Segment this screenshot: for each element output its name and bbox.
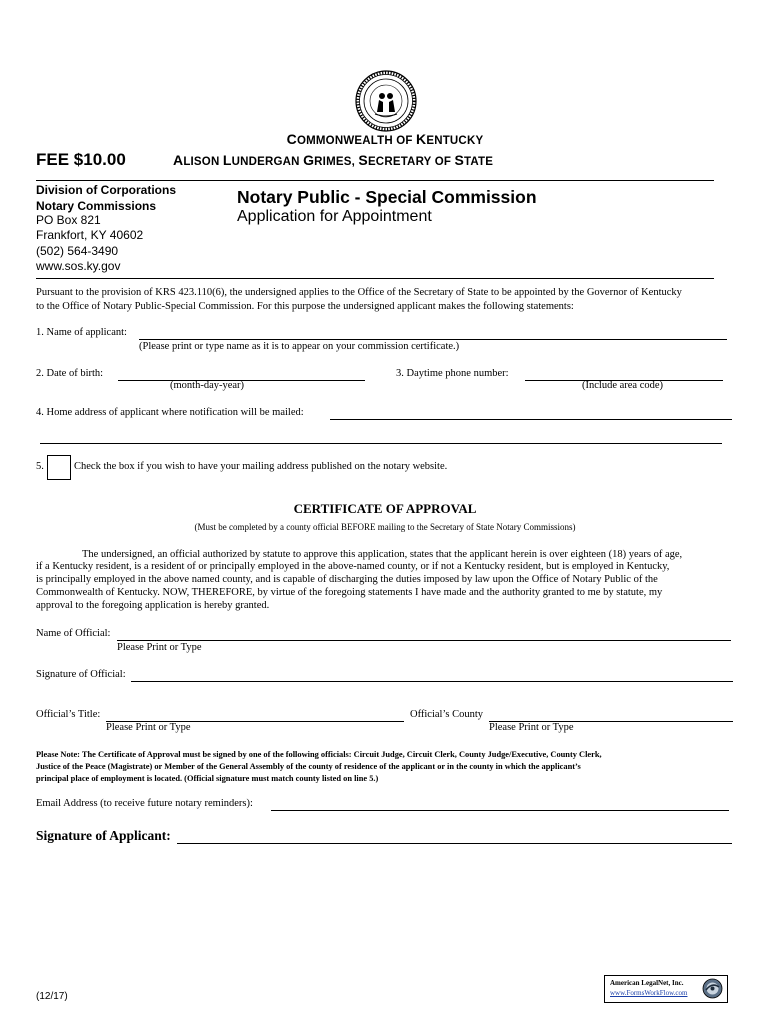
vendor-badge bbox=[604, 975, 728, 1003]
note-line-1: Please Note: The Certificate of Approval must be signed by one of the following officials: Circuit Judge, Circuit Clerk, County Judge/Executive, County Clerk, bbox=[36, 750, 602, 759]
vendor-name: American LegalNet, Inc. bbox=[610, 979, 684, 987]
address-label: 4. Home address of applicant where notification will be mailed: bbox=[36, 407, 304, 418]
dob-hint: (month-day-year) bbox=[170, 380, 245, 391]
applicant-name-label: 1. Name of applicant: bbox=[36, 327, 127, 338]
state-name-cap-1: C bbox=[286, 131, 297, 147]
address-field-line-2[interactable] bbox=[40, 432, 722, 444]
certificate-para-line-3: is principally employed in the above named county, and is capable of discharging the duties imposed by law upon the Office of Notary Public of the bbox=[36, 574, 658, 585]
secretary-cap-5: S bbox=[454, 152, 465, 168]
office-section: Notary Commissions bbox=[36, 199, 157, 213]
certificate-para-line-1: The undersigned, an official authorized by statute to approve this application, states that the applicant herein is over eighteen (18) years of age, bbox=[82, 549, 683, 560]
state-name-part-1: OMMONWEALTH OF bbox=[296, 135, 417, 147]
secretary-cap-4: S bbox=[358, 152, 368, 168]
official-title-field[interactable] bbox=[106, 710, 404, 722]
revision-date: (12/17) bbox=[36, 991, 68, 1002]
certificate-subheading: (Must be completed by a county official BEFORE mailing to the Secretary of State Notary Commissions) bbox=[194, 522, 576, 532]
official-county-field[interactable] bbox=[489, 710, 733, 722]
form-subtitle: Application for Appointment bbox=[237, 208, 432, 225]
publish-address-checkbox[interactable] bbox=[47, 455, 71, 480]
applicant-name-field[interactable] bbox=[139, 328, 727, 340]
certificate-para-line-4: Commonwealth of Kentucky. NOW, THEREFORE, by virtue of the foregoing statements I have made and the authority granted to me by statute, my bbox=[36, 587, 663, 598]
form-title: Notary Public - Special Commission bbox=[237, 187, 537, 207]
certificate-heading: CERTIFICATE OF APPROVAL bbox=[293, 501, 477, 516]
secretary-part-2: UNDERGAN bbox=[231, 156, 304, 168]
kentucky-seal-icon bbox=[355, 70, 417, 132]
secretary-cap-3: G bbox=[303, 152, 315, 168]
secretary-name bbox=[173, 152, 493, 170]
item-5-number: 5. bbox=[36, 461, 44, 472]
intro-line-1: Pursuant to the provision of KRS 423.110(6), the undersigned applies to the Office of the Secretary of State to be appointed by the Governor of Kentucky bbox=[36, 287, 682, 298]
address-field-line-1[interactable] bbox=[330, 408, 732, 420]
applicant-signature-label: Signature of Applicant: bbox=[36, 828, 171, 843]
dob-label: 2. Date of birth: bbox=[36, 368, 104, 379]
official-name-label: Name of Official: bbox=[36, 628, 111, 639]
phone-label: 3. Daytime phone number: bbox=[396, 368, 509, 379]
certificate-para-line-5: approval to the foregoing application is hereby granted. bbox=[36, 600, 270, 611]
official-county-label: Official’s County bbox=[410, 709, 484, 720]
office-website[interactable]: www.sos.ky.gov bbox=[36, 259, 121, 273]
office-phone: (502) 564-3490 bbox=[36, 244, 119, 258]
secretary-cap-2: L bbox=[222, 152, 232, 168]
office-division: Division of Corporations bbox=[36, 183, 177, 197]
header-divider bbox=[36, 180, 714, 181]
note-line-3: principal place of employment is located. (Official signature must match county listed on line 5.) bbox=[36, 774, 379, 783]
secretary-cap-1: A bbox=[173, 152, 184, 168]
secretary-part-5: TATE bbox=[464, 156, 494, 168]
state-name-part-2: ENTUCKY bbox=[426, 135, 484, 147]
official-title-label: Official’s Title: bbox=[36, 709, 101, 720]
state-name-cap-2: K bbox=[416, 131, 427, 147]
vendor-url[interactable]: www.FormsWorkFlow.com bbox=[610, 989, 688, 997]
secretary-part-1: LISON bbox=[183, 156, 223, 168]
office-city: Frankfort, KY 40602 bbox=[36, 228, 144, 242]
filing-fee: FEE $10.00 bbox=[36, 150, 126, 169]
applicant-name-hint: (Please print or type name as it is to appear on your commission certificate.) bbox=[139, 341, 460, 352]
applicant-signature-field[interactable] bbox=[177, 830, 732, 844]
secretary-part-4: ECRETARY OF bbox=[367, 156, 455, 168]
official-title-hint: Please Print or Type bbox=[106, 722, 191, 733]
office-po-box: PO Box 821 bbox=[36, 213, 101, 227]
email-label: Email Address (to receive future notary reminders): bbox=[36, 798, 253, 809]
certificate-para-line-2: if a Kentucky resident, is a resident of or principally employed in the above-named county, or if not a Kentucky resident, but is employed in Kentucky, bbox=[36, 561, 670, 572]
official-signature-label: Signature of Official: bbox=[36, 669, 126, 680]
globe-logo-icon bbox=[702, 978, 723, 999]
state-name bbox=[0, 131, 770, 149]
note-line-2: Justice of the Peace (Magistrate) or Member of the General Assembly of the county of residence of the applicant or in the county in which the applicant’s bbox=[36, 762, 581, 771]
intro-line-2: to the Office of Notary Public-Special Commission. For this purpose the undersigned applicant makes the following statements: bbox=[36, 301, 574, 312]
official-name-field[interactable] bbox=[117, 629, 731, 641]
official-county-hint: Please Print or Type bbox=[489, 722, 574, 733]
publish-address-text: Check the box if you wish to have your mailing address published on the notary website. bbox=[74, 461, 448, 472]
official-name-hint: Please Print or Type bbox=[117, 642, 202, 653]
intro-divider bbox=[36, 278, 714, 279]
secretary-part-3: RIMES, bbox=[314, 156, 359, 168]
phone-hint: (Include area code) bbox=[582, 380, 664, 391]
email-field[interactable] bbox=[271, 799, 729, 811]
official-signature-field[interactable] bbox=[131, 670, 733, 682]
